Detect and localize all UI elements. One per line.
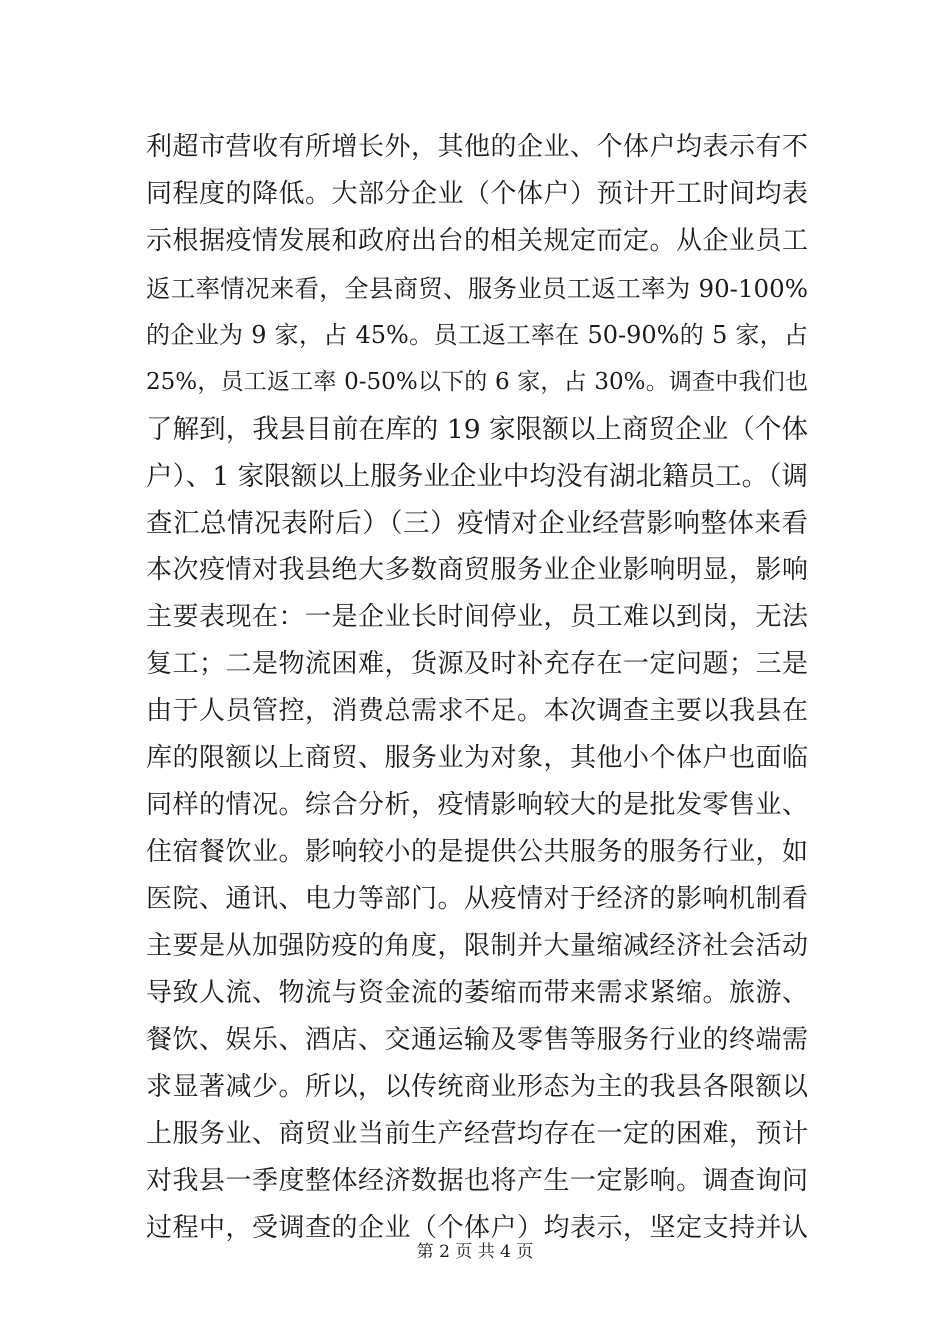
body-text (146, 124, 808, 1252)
text-line: 查汇总情况表附后）（三）疫情对企业经营影响整体来看 (146, 508, 808, 539)
text-line: 住宿餐饮业。影响较小的是提供公共服务的服务行业，如 (146, 837, 808, 867)
text-line: 主要是从加强防疫的角度，限制并大量缩减经济社会活动 (146, 931, 808, 961)
text-line: 餐饮、娱乐、酒店、交通运输及零售等服务行业的终端需 (146, 1025, 808, 1055)
text-line: 导致人流、物流与资金流的萎缩而带来需求紧缩。旅游、 (146, 978, 808, 1008)
text-line: 库的限额以上商贸、服务业为对象，其他小个体户也面临 (146, 743, 808, 773)
text-line: 上服务业、商贸业当前生产经营均存在一定的困难，预计 (146, 1119, 808, 1149)
text-line: 本次疫情对我县绝大多数商贸服务业企业影响明显，影响 (146, 555, 808, 585)
text-line: 利超市营收有所增长外，其他的企业、个体户均表示有不 (146, 132, 808, 162)
text-line: 示根据疫情发展和政府出台的相关规定而定。从企业员工 (146, 226, 808, 256)
page-footer: 第 2 页 共 4 页 (416, 1242, 534, 1262)
text-line: 25%，员工返工率 0-50%以下的 6 家，占 30%。调查中我们也 (146, 369, 808, 395)
text-line: 的企业为 9 家，占 45%。员工返工率在 50-90%的 5 家，占 (146, 321, 808, 349)
text-line: 了解到，我县目前在库的 19 家限额以上商贸企业（个体 (146, 414, 808, 445)
text-line: 复工；二是物流困难，货源及时补充存在一定问题；三是 (146, 649, 808, 679)
text-line: 同样的情况。综合分析，疫情影响较大的是批发零售业、 (146, 790, 808, 820)
text-line: 由于人员管控，消费总需求不足。本次调查主要以我县在 (146, 696, 808, 726)
text-line: 医院、通讯、电力等部门。从疫情对于经济的影响机制看 (146, 884, 808, 914)
text-line: 对我县一季度整体经济数据也将产生一定影响。调查询问 (146, 1166, 808, 1196)
text-line: 过程中，受调查的企业（个体户）均表示，坚定支持并认 (146, 1213, 808, 1243)
text-line: 同程度的降低。大部分企业（个体户）预计开工时间均表 (146, 179, 808, 209)
text-line: 求显著减少。所以，以传统商业形态为主的我县各限额以 (146, 1072, 808, 1102)
text-line: 户）、1 家限额以上服务业企业中均没有湖北籍员工。（调 (146, 461, 808, 492)
text-line: 返工率情况来看，全县商贸、服务业员工返工率为 90-100% (146, 274, 808, 303)
text-line: 主要表现在：一是企业长时间停业，员工难以到岗，无法 (146, 602, 808, 632)
